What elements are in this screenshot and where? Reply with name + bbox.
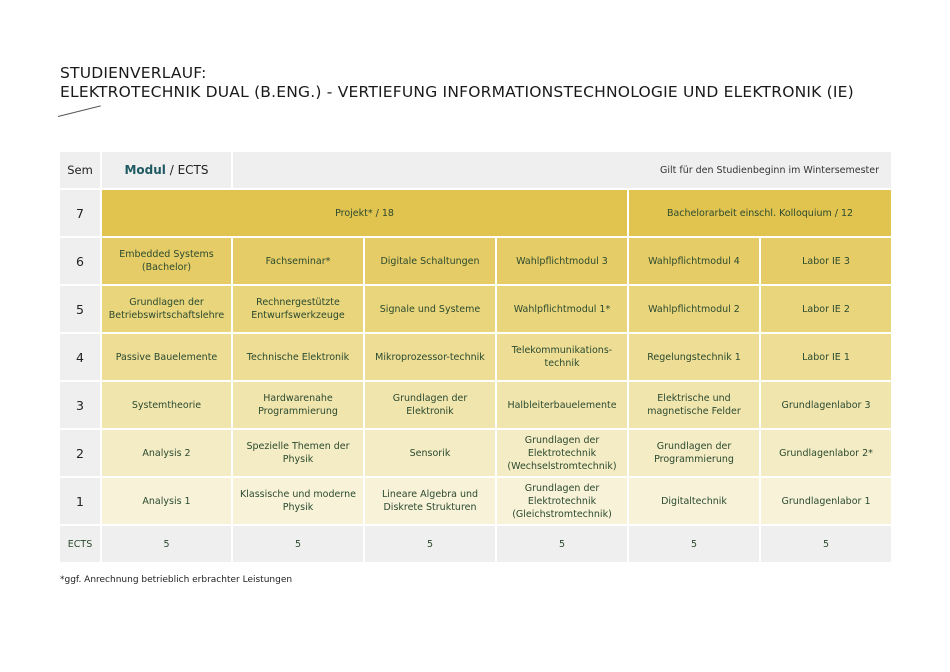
module-cell: Sensorik (364, 429, 496, 477)
module-cell: Wahlpflichtmodul 4 (628, 237, 760, 285)
module-cell: Halbleiterbauelemente (496, 381, 628, 429)
semester-number: 2 (59, 429, 101, 477)
title-line-1: STUDIENVERLAUF: (60, 64, 207, 82)
semester-number: 1 (59, 477, 101, 525)
module-cell: Analysis 2 (101, 429, 232, 477)
module-cell: Grundlagen der Programmierung (628, 429, 760, 477)
module-cell: Wahlpflichtmodul 1* (496, 285, 628, 333)
module-cell: Telekommunikations-technik (496, 333, 628, 381)
module-cell: Grundlagen der Elektrotechnik (Gleichstromtechnik) (496, 477, 628, 525)
module-cell: Grundlagenlabor 1 (760, 477, 892, 525)
header-modul-ects (101, 151, 232, 189)
module-cell: Grundlagen der Elektronik (364, 381, 496, 429)
module-bachelorarbeit: Bachelorarbeit einschl. Kolloquium / 12 (628, 189, 892, 237)
module-cell: Spezielle Themen der Physik (232, 429, 364, 477)
module-cell: Fachseminar* (232, 237, 364, 285)
module-cell: Labor IE 1 (760, 333, 892, 381)
module-cell: Technische Elektronik (232, 333, 364, 381)
ects-value: 5 (101, 525, 232, 563)
ects-value: 5 (364, 525, 496, 563)
semester-row-7 (59, 189, 892, 237)
module-cell: Passive Bauelemente (101, 333, 232, 381)
module-cell: Lineare Algebra und Diskrete Strukturen (364, 477, 496, 525)
semester-number: 3 (59, 381, 101, 429)
semester-row-4 (59, 333, 892, 381)
module-cell: Grundlagen der Elektrotechnik (Wechselstromtechnik) (496, 429, 628, 477)
module-cell: Elektrische und magnetische Felder (628, 381, 760, 429)
ects-value: 5 (232, 525, 364, 563)
module-cell: Systemtheorie (101, 381, 232, 429)
semester-row-3 (59, 381, 892, 429)
header-sem: Sem (59, 151, 101, 189)
module-projekt: Projekt* / 18 (101, 189, 628, 237)
ects-row (59, 525, 892, 563)
header-modul: Modul (124, 162, 166, 177)
module-cell: Hardwarenahe Programmierung (232, 381, 364, 429)
footnote: *ggf. Anrechnung betrieblich erbrachter Leistungen (60, 575, 293, 585)
study-plan-table (58, 150, 893, 564)
module-cell: Grundlagenlabor 2* (760, 429, 892, 477)
semester-number: 6 (59, 237, 101, 285)
semester-row-5 (59, 285, 892, 333)
page-title (60, 64, 854, 102)
module-cell: Grundlagen der Betriebswirtschaftslehre (101, 285, 232, 333)
module-cell: Labor IE 3 (760, 237, 892, 285)
module-cell: Digitale Schaltungen (364, 237, 496, 285)
semester-row-1 (59, 477, 892, 525)
semester-number: 4 (59, 333, 101, 381)
semester-number: 7 (59, 189, 101, 237)
ects-label: ECTS (59, 525, 101, 563)
module-cell: Klassische und moderne Physik (232, 477, 364, 525)
module-cell: Wahlpflichtmodul 3 (496, 237, 628, 285)
decorative-line (58, 105, 101, 117)
semester-row-2 (59, 429, 892, 477)
module-cell: Labor IE 2 (760, 285, 892, 333)
module-cell: Grundlagenlabor 3 (760, 381, 892, 429)
module-cell: Wahlpflichtmodul 2 (628, 285, 760, 333)
header-ects-suffix: / ECTS (165, 162, 209, 177)
semester-number: 5 (59, 285, 101, 333)
module-cell: Mikroprozessor-technik (364, 333, 496, 381)
module-cell: Regelungstechnik 1 (628, 333, 760, 381)
semester-row-6 (59, 237, 892, 285)
header-row (59, 151, 892, 189)
ects-value: 5 (760, 525, 892, 563)
module-cell: Rechnergestützte Entwurfswerkzeuge (232, 285, 364, 333)
module-cell: Analysis 1 (101, 477, 232, 525)
ects-value: 5 (496, 525, 628, 563)
title-line-2: ELEKTROTECHNIK DUAL (B.ENG.) - VERTIEFUNG INFORMATIONSTECHNOLOGIE UND ELEKTRONIK (IE) (60, 83, 854, 101)
module-cell: Embedded Systems (Bachelor) (101, 237, 232, 285)
header-note: Gilt für den Studienbeginn im Wintersemester (232, 151, 892, 189)
module-cell: Signale und Systeme (364, 285, 496, 333)
module-cell: Digitaltechnik (628, 477, 760, 525)
ects-value: 5 (628, 525, 760, 563)
